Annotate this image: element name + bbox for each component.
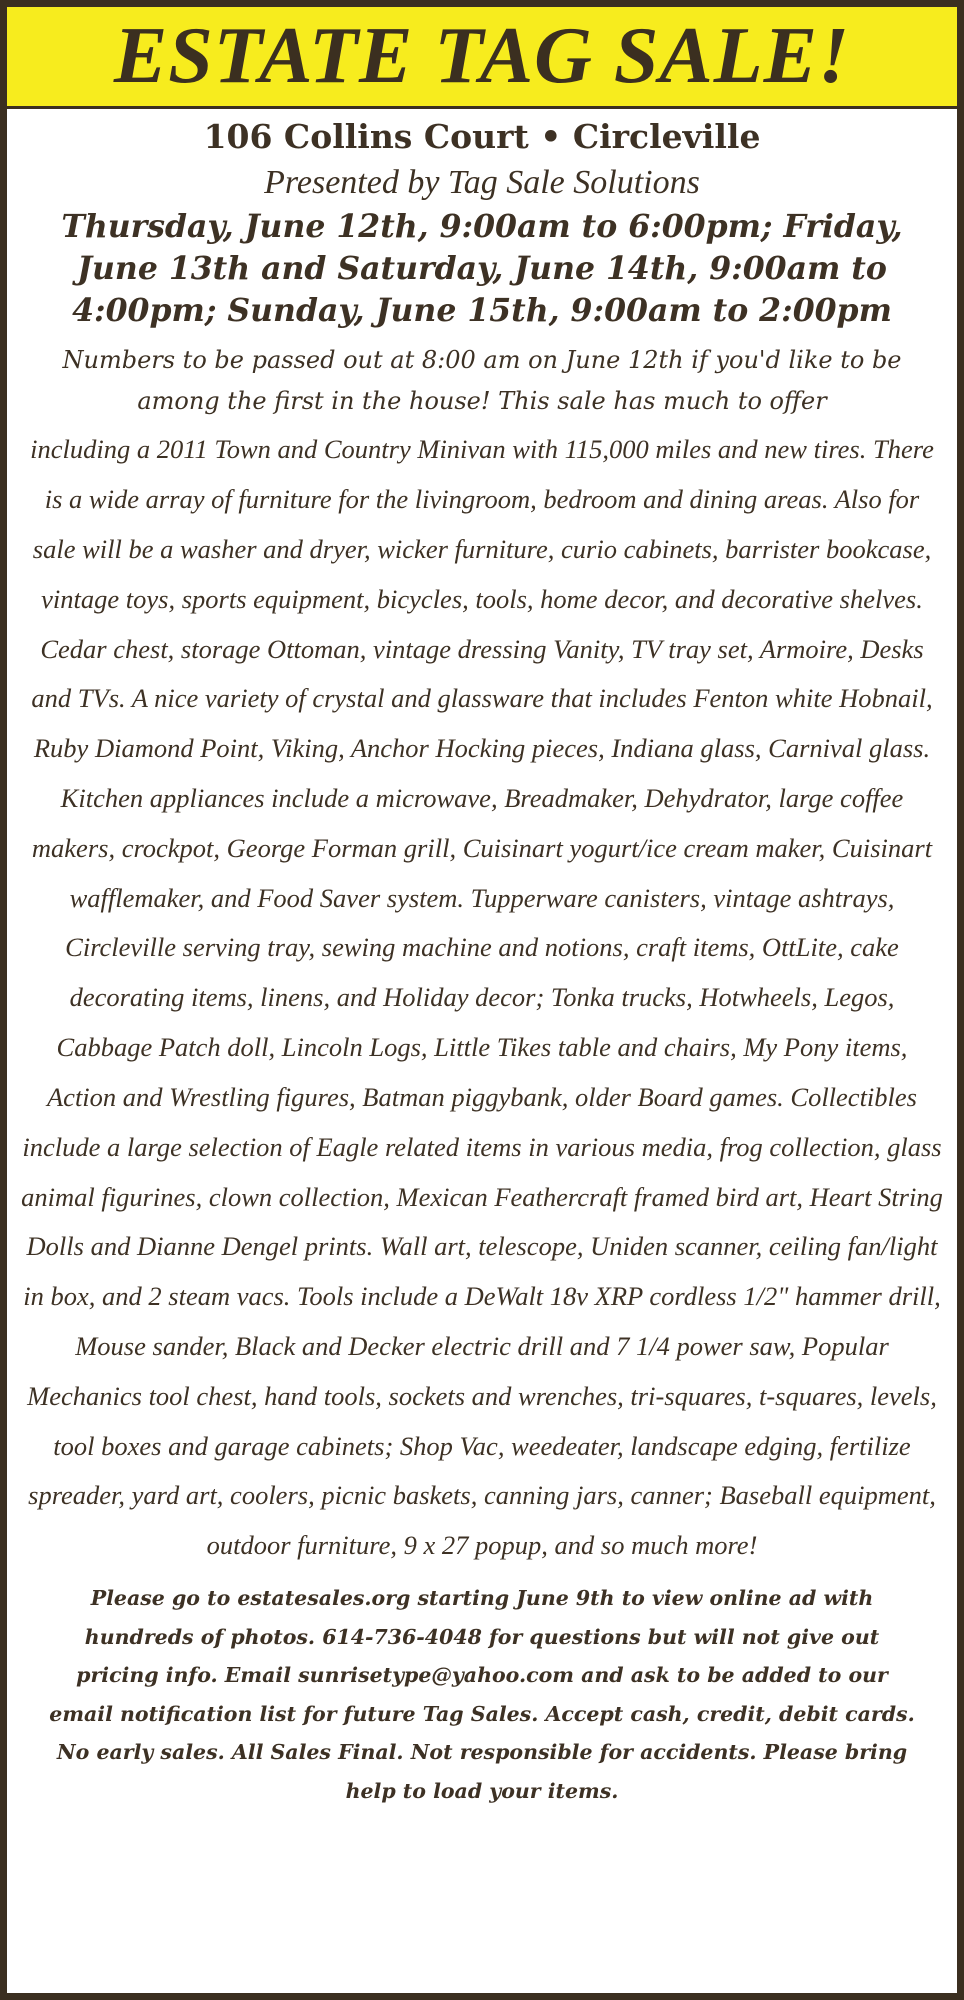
intro-text: Numbers to be passed out at 8:00 am on June 12th if you'd like to be among the first in the house! This sale has much to offer — [62, 345, 902, 415]
headline: ESTATE TAG SALE! — [113, 12, 851, 100]
contact-info: Please go to estatesales.org starting June 9th to view online ad with hundreds of photos. 614-736-4048 for questions but will not give out pricing info. Email sunrisetype@yahoo.com and ask to be added to our email notification list for future Tag Sales. Accept cash, credit, debit cards. No early sales. All Sales Final. Not responsible for accidents. Please bring help to load your items. — [49, 1586, 915, 1803]
item-description: including a 2011 Town and Country Minivan with 115,000 miles and new tires. There is a wide array of furniture for the livingroom, bedroom and dining areas. Also for sale will be a washer and dryer, wicker furniture, curio cabinets, barrister bookcase, vintage toys, sports equipment, bicycles, tools, home decor, and decorative shelves. Cedar chest, storage Ottoman, vintage dressing Vanity, TV tray set, Armoire, Desks and TVs. A nice variety of crystal and glassware that includes Fenton white Hobnail, Ruby Diamond Point, Viking, Anchor Hocking pieces, Indiana glass, Carnival glass. Kitchen appliances include a microwave, Breadmaker, Dehydrator, large coffee makers, crockpot, George Forman grill, Cuisinart yogurt/ice cream maker, Cuisinart wafflemaker, and Food Saver system. Tupperware canisters, vintage ashtrays, Circleville serving tray, sewing machine and notions, craft items, OttLite, cake decorating items, linens, and Holiday decor; Tonka trucks, Hotwheels, Legos, Cabbage Patch doll, Lincoln Logs, Little Tikes table and chairs, My Pony items, Action and Wrestling figures, Batman piggybank, older Board games. Collectibles include a large selection of Eagle related items in various media, frog collection, glass animal figurines, clown collection, Mexican Feathercraft framed bird art, Heart String Dolls and Dianne Dengel prints. Wall art, telescope, Uniden scanner, ceiling fan/light in box, and 2 steam vacs. Tools include a DeWalt 18v XRP cordless 1/2" hammer drill, Mouse sander, Black and Decker electric drill and 7 1/4 power saw, Popular Mechanics tool chest, hand tools, sockets and wrenches, tri-squares, t-squares, levels, tool boxes and garage cabinets; Shop Vac, weedeater, landscape edging, fertilize spreader, yard art, coolers, picnic baskets, canning jars, canner; Baseball equipment, outdoor furniture, 9 x 27 popup, and so much more! — [21, 434, 943, 1561]
sale-dates: Thursday, June 12th, 9:00am to 6:00pm; Friday, June 13th and Saturday, June 14th, 9:00am to 4:00pm; Sunday, June 15th, 9:00am to 2:00pm — [61, 208, 903, 329]
sale-address: 106 Collins Court • Circleville — [203, 117, 761, 156]
ad-content — [7, 119, 957, 1810]
presenter-line: Presented by Tag Sale Solutions — [264, 164, 700, 202]
headline-banner — [6, 6, 958, 109]
